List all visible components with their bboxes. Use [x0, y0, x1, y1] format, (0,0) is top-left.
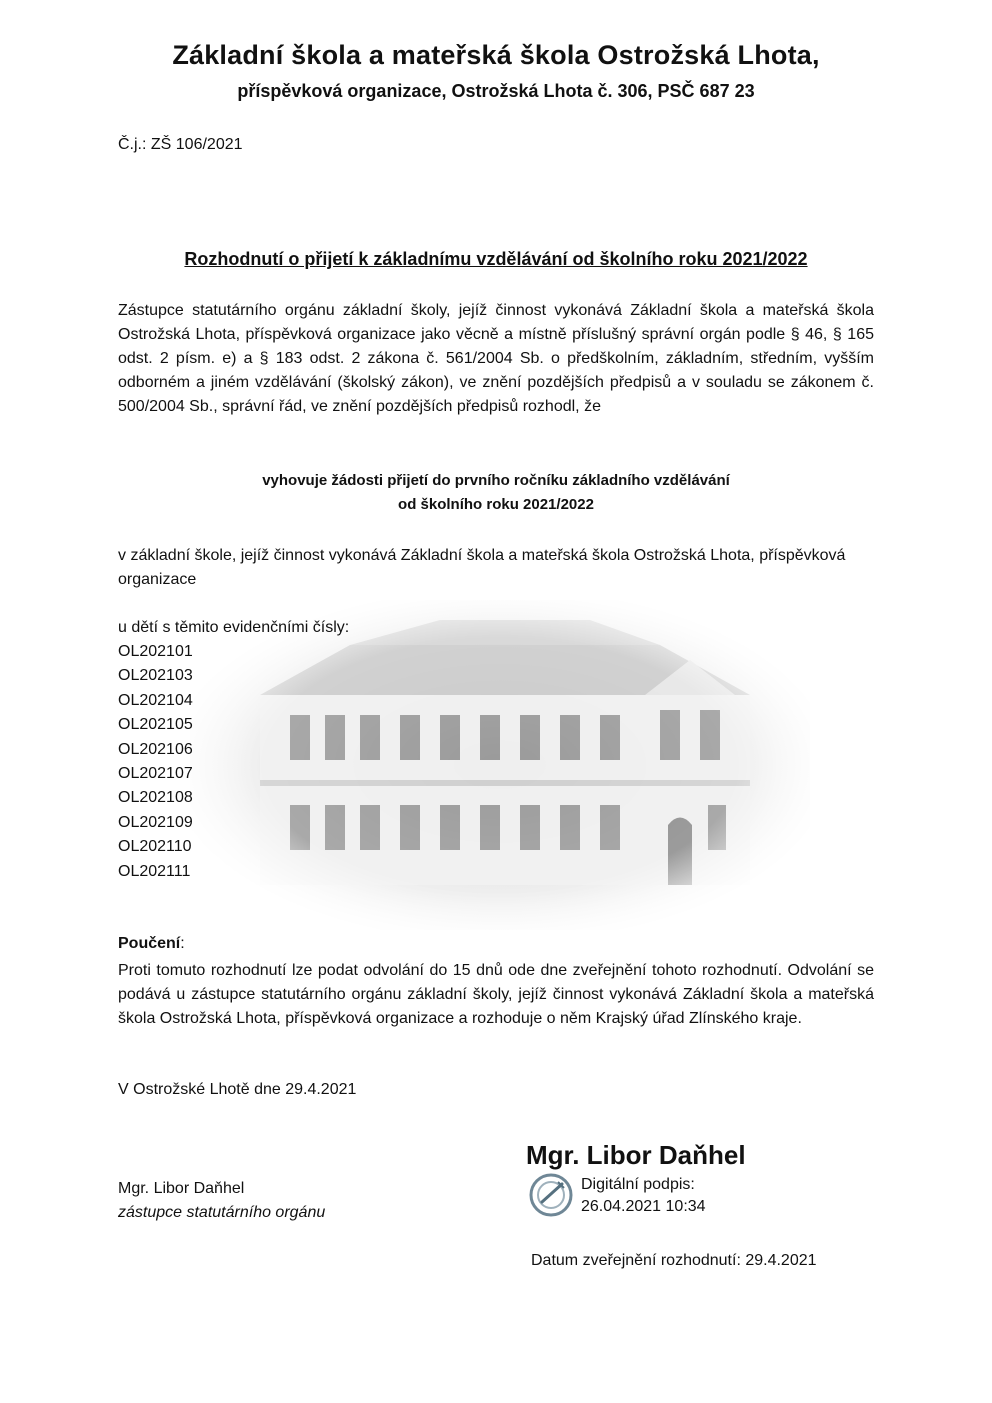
list-item: OL202106: [118, 740, 193, 758]
digital-signature-seal-icon: [528, 1172, 574, 1218]
instruction-heading-label: Poučení: [118, 935, 181, 952]
school-building-watermark: [190, 600, 810, 930]
decision-title: Rozhodnutí o přijetí k základnímu vzdělávání od školního roku 2021/2022: [184, 249, 808, 269]
legal-basis-paragraph: Zástupce statutárního orgánu základní školy, jejíž činnost vykonává Základní škola a mateřská škola Ostrožská Lhota, příspěvková organizace jako věcně a místně příslušný správní orgán podle § 46, § 165 odst. 2 písm. e) a § 183 odst. 2 zákona č. 561/2004 Sb. o předškolním, základním, středním, vyšším odborném a jiném vzdělávání (školský zákon), ve znění pozdějších předpisů a v souladu se zákonem č. 500/2004 Sb., správní řád, ve znění pozdějších předpisů rozhodl, že: [118, 302, 874, 415]
instruction-paragraph: Proti tomuto rozhodnutí lze podat odvolání do 15 dnů ode dne zveřejnění tohoto rozhodnutí. Odvolání se podává u zástupce statutárního orgánu základní školy, jejíž činnost vykonává Základní škola a mateřská škola Ostrožská Lhota, příspěvková organizace a rozhoduje o něm Krajský úřad Zlínského kraje.: [118, 962, 874, 1027]
instruction-heading-colon: :: [180, 935, 185, 952]
instruction-heading: [118, 935, 185, 953]
list-item: OL202101: [118, 643, 193, 660]
child-numbers-label: u dětí s těmito evidenčními čísly:: [118, 619, 350, 636]
place-and-date: V Ostrožské Lhotě dne 29.4.2021: [118, 1081, 357, 1098]
digital-signature-label: Digitální podpis:: [581, 1176, 695, 1193]
decision-statement-line-2: od školního roku 2021/2022: [398, 496, 594, 513]
school-address-subheading: příspěvková organizace, Ostrožská Lhota č. 306, PSČ 687 23: [237, 81, 755, 101]
signatory-role: zástupce statutárního orgánu: [118, 1204, 326, 1221]
list-item: OL202104: [118, 691, 193, 709]
list-item: OL202105: [118, 716, 193, 734]
school-paragraph: v základní škole, jejíž činnost vykonává Základní škola a mateřská škola Ostrožská Lhota, příspěvková organizace: [118, 547, 846, 588]
signatory-name: Mgr. Libor Daňhel: [118, 1180, 245, 1197]
child-registration-list: [118, 640, 193, 884]
list-item: OL202103: [118, 667, 193, 685]
list-item: OL202107: [118, 765, 193, 783]
reference-number: Č.j.: ZŠ 106/2021: [118, 136, 243, 153]
list-item: OL202109: [118, 813, 193, 831]
list-item: OL202110: [118, 838, 192, 856]
list-item: OL202108: [118, 789, 193, 807]
school-name-heading: Základní škola a mateřská škola Ostrožská Lhota,: [172, 40, 820, 70]
digital-signature-datetime: 26.04.2021 10:34: [581, 1198, 706, 1215]
decision-statement-line-1: vyhovuje žádosti přijetí do prvního ročníku základního vzdělávání: [262, 472, 730, 489]
publication-date: Datum zveřejnění rozhodnutí: 29.4.2021: [531, 1252, 817, 1269]
digital-signature-name: Mgr. Libor Daňhel: [526, 1140, 746, 1170]
list-item: OL202111: [118, 862, 191, 880]
